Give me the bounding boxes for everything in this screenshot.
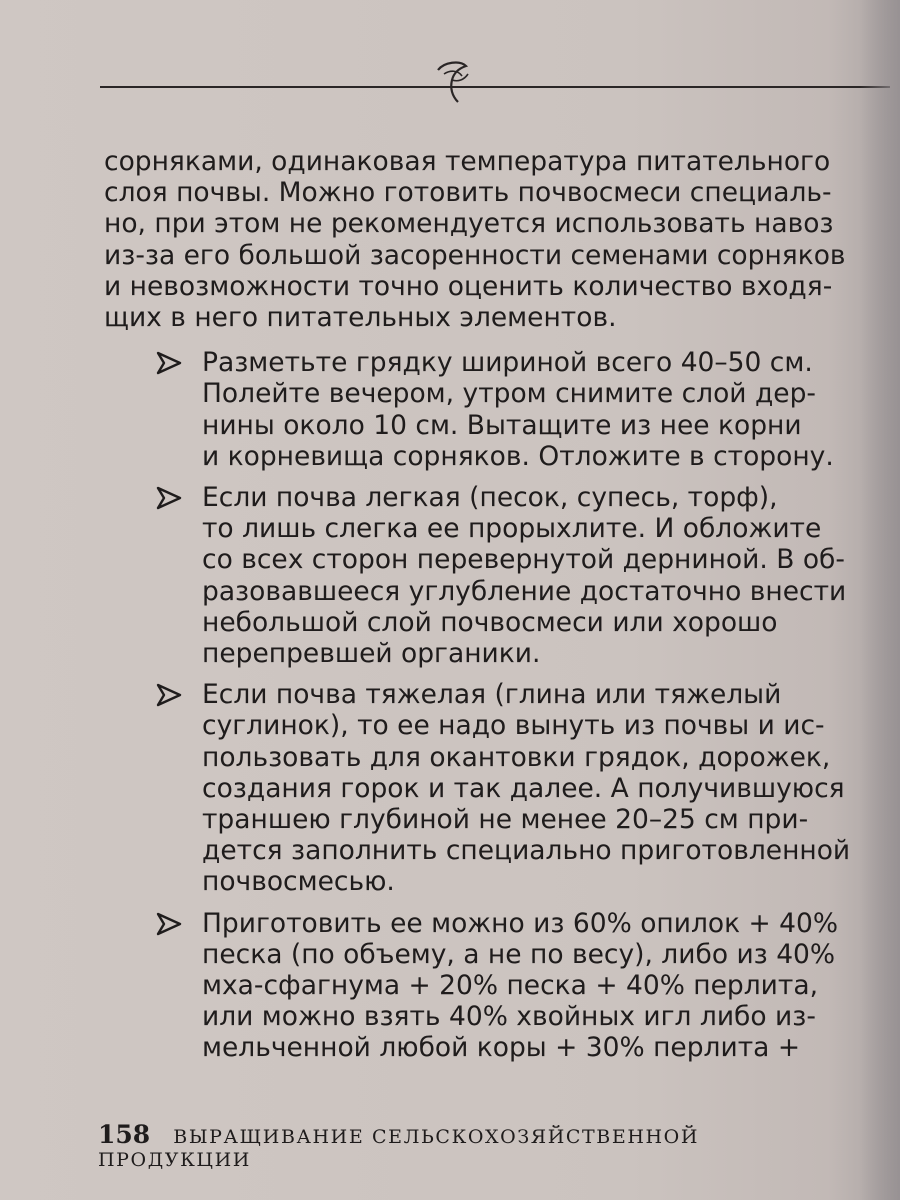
text-line: Если почва легкая (песок, супесь, торф), xyxy=(202,482,778,514)
text-line: почвосмесью. xyxy=(202,866,395,898)
text-line: Если почва тяжелая (глина или тяжелый xyxy=(202,679,782,711)
text-line: то лишь слегка ее прорыхлите. И обложите xyxy=(202,513,822,545)
text-line: суглинок), то ее надо вынуть из почвы и ис- xyxy=(202,710,825,742)
text-line: пользовать для окантовки грядок, дорожек, xyxy=(202,741,831,773)
arrow-bullet-icon xyxy=(156,912,182,936)
list-item xyxy=(104,347,880,472)
text-line: создания горок и так далее. А получившуюся xyxy=(202,772,845,804)
text-line: Полейте вечером, утром снимите слой дер- xyxy=(202,378,816,410)
intro-paragraph xyxy=(104,146,880,333)
page-number: 158 xyxy=(98,1120,151,1149)
text-line: перепревшей органики. xyxy=(202,638,541,670)
text-line: мельченной любой коры + 30% перлита + xyxy=(202,1032,801,1064)
text-line: Приготовить ее можно из 60% опилок + 40% xyxy=(202,907,839,939)
text-line: из-за его большой засоренности семенами сорняков xyxy=(104,239,846,271)
text-line: и невозможности точно оценить количество входя- xyxy=(104,270,833,302)
text-line: со всех сторон перевернутой дерниной. В об- xyxy=(202,544,845,576)
list-item xyxy=(104,679,880,897)
arrow-bullet-icon xyxy=(156,683,182,707)
text-line: песка (по объему, а не по весу), либо из 40% xyxy=(202,938,836,970)
text-line: траншею глубиной не менее 20–25 см при- xyxy=(202,804,809,836)
page-footer xyxy=(98,1120,858,1171)
text-line: сорняками, одинаковая температура питательного xyxy=(104,146,831,177)
text-line: небольшой слой почвосмеси или хорошо xyxy=(202,606,778,638)
list-item xyxy=(104,482,880,669)
text-line: или можно взять 40% хвойных игл либо из- xyxy=(202,1001,816,1033)
arrow-bullet-icon xyxy=(156,351,182,375)
text-line: Разметьте грядку шириной всего 40–50 см. xyxy=(202,347,813,379)
text-line: нины около 10 см. Вытащите из нее корни xyxy=(202,409,802,441)
text-line: щих в него питательных элементов. xyxy=(104,302,617,334)
text-line: и корневища сорняков. Отложите в сторону. xyxy=(202,440,834,472)
running-head: ВЫРАЩИВАНИЕ СЕЛЬСКОХОЗЯЙСТВЕННОЙ ПРОДУКЦИИ xyxy=(98,1126,700,1171)
body-text xyxy=(104,146,880,1074)
header-rule xyxy=(100,86,890,88)
header-ornament-icon xyxy=(430,50,480,106)
text-line: слоя почвы. Можно готовить почвосмеси специаль- xyxy=(104,177,832,209)
text-line: мха-сфагнума + 20% песка + 40% перлита, xyxy=(202,970,819,1002)
text-line: но, при этом не рекомендуется использовать навоз xyxy=(104,208,834,240)
list-item xyxy=(104,908,880,1064)
text-line: дется заполнить специально приготовленной xyxy=(202,835,851,867)
arrow-bullet-icon xyxy=(156,486,182,510)
text-line: разовавшееся углубление достаточно внести xyxy=(202,575,847,607)
